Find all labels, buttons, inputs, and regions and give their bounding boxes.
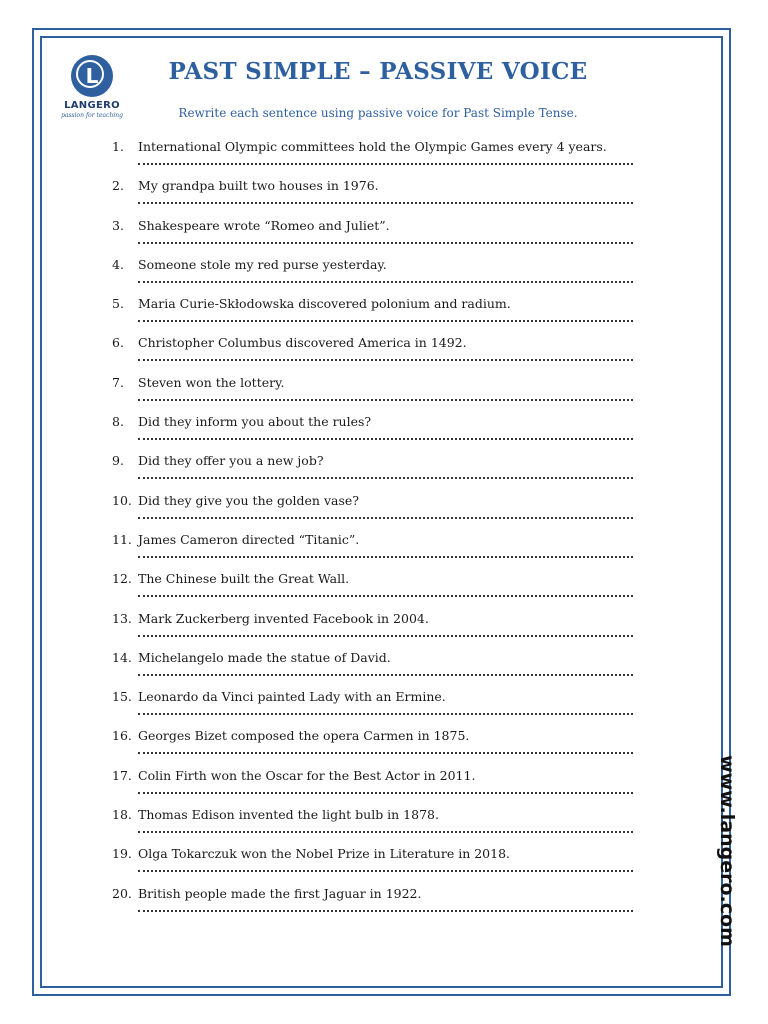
item-number: 1. [112,139,124,154]
answer-line[interactable] [138,752,633,754]
page-title: PAST SIMPLE – PASSIVE VOICE [168,58,588,85]
item-sentence: The Chinese built the Great Wall. [138,571,350,587]
exercise-item [112,492,636,531]
exercise-item [112,217,636,256]
exercise-item [112,334,636,373]
item-sentence: Shakespeare wrote “Romeo and Juliet”. [138,217,390,233]
item-number: 16. [112,728,132,744]
logo-letter: L [85,64,99,88]
instruction-text: Rewrite each sentence using passive voice for Past Simple Tense. [178,106,578,120]
exercise-item [112,767,636,806]
answer-line[interactable] [138,242,633,244]
item-number: 11. [112,531,132,547]
website-watermark [716,755,738,947]
item-sentence: Did they inform you about the rules? [138,414,372,430]
item-number: 15. [112,689,132,705]
answer-line[interactable] [138,359,633,361]
answer-line[interactable] [138,792,633,794]
answer-line[interactable] [138,320,633,322]
exercise-item [112,610,636,649]
exercise-item [112,177,636,216]
item-number: 10. [112,492,132,508]
item-sentence: Did they give you the golden vase? [138,492,359,508]
item-number: 2. [112,178,124,194]
exercise-item [112,374,636,413]
exercise-item [112,295,636,334]
answer-line[interactable] [138,281,633,283]
item-sentence: James Cameron directed “Titanic”. [138,531,360,547]
item-number: 8. [112,414,124,430]
item-sentence: Did they offer you a new job? [138,453,324,469]
answer-line[interactable] [138,595,633,597]
answer-line[interactable] [138,910,633,912]
answer-line[interactable] [138,635,633,637]
answer-line[interactable] [138,517,633,519]
item-sentence: Christopher Columbus discovered America in 1492. [138,335,467,351]
logo [60,55,124,119]
answer-line[interactable] [138,713,633,715]
answer-line[interactable] [138,399,633,401]
item-sentence: International Olympic committees hold the Olympic Games every 4 years. [138,139,607,154]
logo-tagline: passion for teaching [61,112,123,119]
item-sentence: Olga Tokarczuk won the Nobel Prize in Literature in 2018. [138,846,511,862]
exercise-item [112,885,636,924]
item-number: 12. [112,571,132,587]
logo-name: LANGERO [64,100,120,111]
exercise-item [112,570,636,609]
exercise-list [112,138,636,924]
exercise-item [112,845,636,884]
exercise-item [112,413,636,452]
exercise-item [112,256,636,295]
logo-icon [71,55,113,97]
answer-line[interactable] [138,870,633,872]
item-number: 19. [112,846,132,862]
exercise-item [112,138,636,177]
item-number: 13. [112,610,132,626]
website-url: www.langero.com [716,755,738,947]
item-sentence: British people made the first Jaguar in 1922. [138,885,422,901]
exercise-item [112,688,636,727]
item-number: 4. [112,256,124,272]
answer-line[interactable] [138,556,633,558]
item-number: 18. [112,807,132,823]
item-sentence: Maria Curie-Skłodowska discovered polonium and radium. [138,296,511,312]
item-sentence: Mark Zuckerberg invented Facebook in 2004. [138,610,429,626]
item-sentence: My grandpa built two houses in 1976. [138,178,379,194]
item-number: 17. [112,767,132,783]
exercise-item [112,452,636,491]
answer-line[interactable] [138,163,633,165]
item-number: 14. [112,649,132,665]
answer-line[interactable] [138,477,633,479]
item-number: 7. [112,374,124,390]
exercise-item [112,649,636,688]
item-sentence: Leonardo da Vinci painted Lady with an Ermine. [138,689,446,705]
exercise-item [112,727,636,766]
item-sentence: Thomas Edison invented the light bulb in 1878. [138,807,439,823]
item-sentence: Someone stole my red purse yesterday. [138,256,387,272]
item-number: 3. [112,217,124,233]
exercise-item [112,806,636,845]
answer-line[interactable] [138,438,633,440]
answer-line[interactable] [138,202,633,204]
item-number: 5. [112,296,124,312]
item-sentence: Michelangelo made the statue of David. [138,649,391,665]
item-number: 9. [112,453,124,469]
item-sentence: Colin Firth won the Oscar for the Best Actor in 2011. [138,767,476,783]
answer-line[interactable] [138,831,633,833]
exercise-item [112,531,636,570]
item-sentence: Georges Bizet composed the opera Carmen in 1875. [138,728,470,744]
item-number: 6. [112,335,124,351]
item-sentence: Steven won the lottery. [138,374,285,390]
answer-line[interactable] [138,674,633,676]
item-number: 20. [112,885,132,901]
